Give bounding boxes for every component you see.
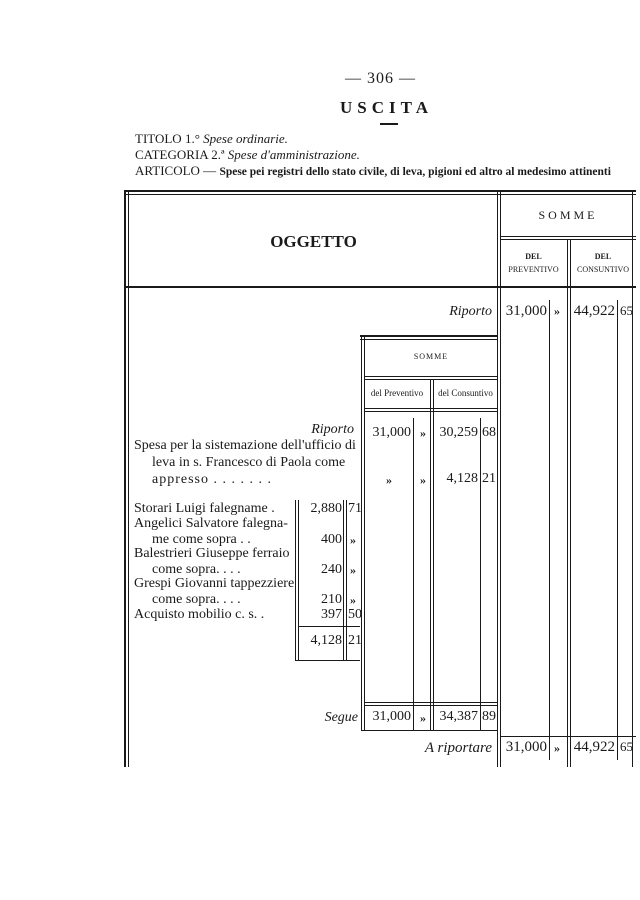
- segue-consuntivo: 34,387: [439, 709, 478, 724]
- items-cent-rule: [343, 500, 344, 660]
- categoria-line: [135, 147, 360, 163]
- item-3-line1: Balestrieri Giuseppe ferraio: [134, 546, 290, 561]
- spesa-line3: appresso . . . . . . .: [152, 472, 272, 487]
- item-3-line2: come sopra. . . .: [152, 562, 241, 577]
- item-1-cents: 71: [348, 501, 362, 516]
- a-riportare-prev-cent: »: [554, 741, 560, 755]
- item-1-amount: 2,880: [310, 501, 342, 516]
- title-rule: [380, 123, 398, 125]
- inner-mid-rule: [430, 379, 431, 730]
- outer-riporto-prev-cent: »: [554, 304, 560, 318]
- outer-col-somme: SOMME: [538, 208, 598, 222]
- inner-cons-cent-rule: [480, 418, 481, 730]
- outer-left-rule-2: [128, 192, 129, 767]
- titolo-label: TITOLO 1.°: [135, 131, 200, 146]
- inner-left-rule: [361, 337, 362, 730]
- outer-col-consuntivo-1: DEL: [594, 252, 612, 261]
- a-riportare-consuntivo: 44,922: [573, 739, 615, 755]
- segue-top-rule-2: [364, 705, 498, 706]
- outer-body-divider-d: [570, 288, 571, 767]
- inner-col-preventivo: del Preventivo: [370, 388, 424, 398]
- outer-col-preventivo-2: PREVENTIVO: [508, 265, 559, 274]
- inner-riporto-preventivo: 31,000: [372, 425, 411, 440]
- a-riportare-label: A riportare: [424, 740, 492, 756]
- item-5-line1: Acquisto mobilio c. s. .: [134, 607, 265, 622]
- outer-right-rule: [632, 192, 633, 767]
- item-2-cents: »: [350, 533, 356, 547]
- outer-body-prev-cent: [549, 300, 550, 760]
- items-left-rule-2: [298, 500, 299, 660]
- outer-body-cons-cent: [617, 300, 618, 760]
- items-bottom-rule: [295, 660, 360, 661]
- inner-prev-cent-rule: [413, 418, 414, 730]
- outer-somme-rule: [500, 236, 636, 237]
- inner-somme-rule: [364, 376, 498, 377]
- item-4-cents: »: [350, 593, 356, 607]
- inner-somme-rule-2: [364, 379, 498, 380]
- outer-col-oggetto: OGGETTO: [270, 232, 357, 251]
- outer-prev-cons-divider: [567, 239, 568, 287]
- segue-preventivo: 31,000: [372, 709, 411, 724]
- outer-riporto-consuntivo: 44,922: [573, 303, 615, 319]
- inner-col-consuntivo: del Consuntivo: [438, 388, 493, 398]
- articolo-line: [135, 163, 638, 179]
- outer-header-bottom: [124, 286, 636, 288]
- a-riportare-preventivo: 31,000: [505, 739, 547, 755]
- item-3-amount: 240: [321, 562, 342, 577]
- inner-riporto-label: Riporto: [311, 422, 354, 437]
- outer-prev-cons-divider-2: [570, 239, 571, 287]
- segue-top-rule: [364, 702, 498, 703]
- inner-bottom-rule: [361, 730, 498, 731]
- inner-header-bottom-2: [364, 411, 498, 412]
- outer-riporto-preventivo: 31,000: [505, 303, 547, 319]
- spesa-preventivo: »: [386, 473, 392, 487]
- articolo-label: ARTICOLO —: [135, 163, 217, 178]
- item-5-cents: 50: [348, 607, 362, 622]
- inner-top-rule: [360, 335, 498, 337]
- item-2-line1: Angelici Salvatore falegna-: [134, 516, 288, 531]
- outer-riporto-label: Riporto: [449, 304, 492, 319]
- a-riportare-cons-cent: 65: [620, 739, 633, 754]
- outer-top-rule: [124, 190, 636, 192]
- spesa-line1: Spesa per la sistemazione dell'ufficio di: [134, 438, 356, 453]
- outer-riporto-cons-cent: 65: [620, 303, 633, 318]
- items-total-rule: [298, 626, 360, 627]
- outer-left-rule: [124, 192, 126, 767]
- riportare-top-rule: [500, 736, 636, 737]
- inner-header-bottom: [364, 408, 498, 409]
- outer-col-consuntivo-2: CONSUNTIVO: [577, 265, 629, 274]
- item-4-line1: Grespi Giovanni tappezziere: [134, 576, 295, 591]
- titolo-line: [135, 131, 288, 147]
- spesa-cons-cent: 21: [482, 471, 496, 486]
- outer-col-preventivo-1: DEL: [525, 252, 542, 261]
- spesa-prev-cent: »: [420, 473, 426, 487]
- items-cent-rule-2: [346, 500, 347, 660]
- outer-body-divider-c: [567, 288, 568, 767]
- titolo-value: Spese ordinarie.: [203, 131, 288, 146]
- inner-top-rule-2: [360, 339, 498, 340]
- item-4-line2: come sopra. . . .: [152, 592, 241, 607]
- item-2-amount: 400: [321, 532, 342, 547]
- categoria-label: CATEGORIA 2.ª: [135, 147, 225, 162]
- inner-col-somme: SOMME: [413, 352, 449, 361]
- spesa-consuntivo: 4,128: [446, 471, 478, 486]
- item-3-cents: »: [350, 563, 356, 577]
- items-left-rule: [295, 500, 296, 660]
- articolo-value: Spese pei registri dello stato civile, di leva, pigioni ed altro al medesimo attinenti: [219, 166, 611, 178]
- inner-riporto-cons-cent: 68: [482, 425, 496, 440]
- outer-somme-rule-2: [500, 239, 636, 240]
- segue-cons-cent: 89: [482, 709, 496, 724]
- outer-oggetto-divider: [497, 192, 498, 287]
- item-2-line2: me come sopra . .: [152, 532, 251, 547]
- items-total-cents: 21: [348, 633, 362, 648]
- categoria-value: Spese d'amministrazione.: [227, 147, 360, 162]
- item-4-amount: 210: [321, 592, 342, 607]
- outer-top-rule-2: [124, 194, 636, 195]
- segue-prev-cent: »: [420, 711, 426, 725]
- items-total: 4,128: [310, 633, 342, 648]
- outer-body-divider-b: [500, 288, 501, 767]
- segue-label: Segue: [324, 710, 358, 725]
- spesa-line2: leva in s. Francesco di Paola come: [152, 455, 346, 470]
- section-title: USCITA: [340, 98, 433, 117]
- inner-riporto-consuntivo: 30,259: [439, 425, 478, 440]
- inner-riporto-prev-cent: »: [420, 426, 426, 440]
- item-5-amount: 397: [321, 607, 342, 622]
- item-1-line1: Storari Luigi falegname .: [134, 501, 275, 516]
- page-number: — 306 —: [345, 70, 416, 87]
